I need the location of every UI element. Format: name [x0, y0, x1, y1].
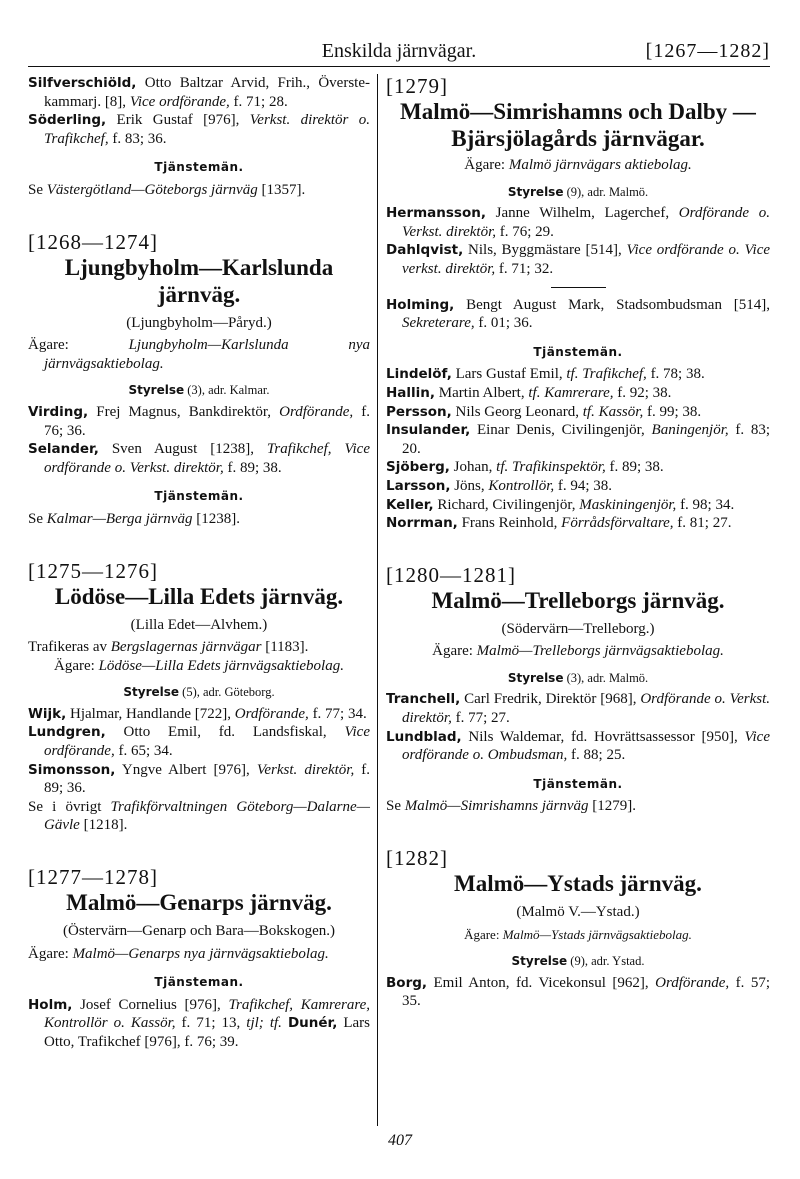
- right-column: [386, 74, 770, 1011]
- route-subtitle: (Lilla Edet—Alvhem.): [130, 616, 268, 633]
- railway-title: Ljungbyholm—Karlslunda järnväg.: [64, 254, 334, 307]
- entry-norrman: Norrman, Frans Reinhold, Förrådsförvaltare, f. 81; 27.: [386, 515, 732, 532]
- entry-soderling: Söderling, Erik Gustaf [976], Verkst. direktör o. Trafikchef, f. 83; 36.: [28, 112, 371, 147]
- entry-larsson: Larsson, Jöns, Kontrollör, f. 94; 38.: [386, 477, 613, 494]
- board-heading: Styrelse (5), adr. Göteborg.: [123, 685, 275, 700]
- board-heading: Styrelse (3), adr. Kalmar.: [128, 383, 270, 398]
- railway-title: Malmö—Genarps järnväg.: [66, 890, 332, 916]
- owner-line: Ägare: Malmö—Genarps nya järnvägsaktiebolag.: [28, 945, 329, 962]
- entry-tranchell: Tranchell, Carl Fredrik, Direktör [968], Ordförande o. Verkst. direktör, f. 77; 27.: [386, 691, 770, 727]
- entry-dahlqvist: Dahlqvist, Nils, Byggmästare [514], Vice ordförande o. Vice verkst. direktör, f. 71; 32.: [386, 242, 771, 277]
- route-subtitle: (Östervärn—Genarp och Bara—Bokskogen.): [63, 923, 335, 940]
- entry-number: [1277—1278]: [28, 865, 158, 890]
- owner-line: Ägare: Lödöse—Lilla Edets järnvägsaktiebolag.: [54, 657, 344, 674]
- see-reference: Se Malmö—Simrishamns järnväg [1279].: [386, 798, 637, 815]
- route-subtitle: (Malmö V.—Ystad.): [516, 904, 640, 921]
- entry-hermansson: Hermansson, Janne Wilhelm, Lagerchef, Ordförande o. Verkst. direktör, f. 76; 29.: [386, 205, 770, 240]
- entry-simonsson: Simonsson, Yngve Albert [976], Verkst. direktör, f. 89; 36.: [28, 761, 371, 797]
- owner-line: Ägare: Malmö—Ystads järnvägsaktiebolag.: [464, 926, 692, 942]
- operated-by-line: Trafikeras av Bergslagernas järnvägar [1183].: [28, 639, 309, 656]
- staff-heading: Tjänstemän.: [154, 160, 244, 175]
- entry-silfverschiold: Silfverschiöld, Otto Baltzar Arvid, Frih., Överste-kammarj. [8], Vice ordförande, f. 71; 28.: [28, 75, 370, 110]
- left-column: [28, 74, 370, 1052]
- entry-number: [1268—1274]: [28, 229, 158, 254]
- entry-persson: Persson, Nils Georg Leonard, tf. Kassör, f. 99; 38.: [386, 403, 702, 420]
- see-reference: Se Kalmar—Berga järnväg [1238].: [28, 510, 240, 527]
- entry-virding: Virding, Frej Magnus, Bankdirektör, Ordförande, f. 76; 36.: [28, 403, 370, 439]
- board-heading: Styrelse (3), adr. Malmö.: [507, 670, 649, 685]
- route-subtitle: (Södervärn—Trelleborg.): [501, 620, 655, 637]
- owner-line: Ägare: Malmö—Trelleborgs järnvägsaktiebolag.: [432, 643, 724, 660]
- entry-hallin: Hallin, Martin Albert, tf. Kamrerare, f. 92; 38.: [386, 384, 672, 401]
- running-title: Enskilda järnvägar.: [321, 40, 477, 62]
- entry-range: [1267—1282]: [645, 40, 770, 62]
- entry-number: [1275—1276]: [28, 558, 158, 583]
- section-rule: [551, 287, 606, 288]
- owner-line: Ägare: Malmö järnvägars aktiebolag.: [464, 157, 692, 173]
- railway-title: Lödöse—Lilla Edets järnväg.: [54, 583, 344, 609]
- board-heading: Styrelse (9), adr. Malmö.: [507, 184, 649, 199]
- entry-lundgren: Lundgren, Otto Emil, fd. Landsfiskal, Vice ordförande, f. 65; 34.: [28, 724, 371, 760]
- staff-heading: Tjänstemän.: [533, 344, 623, 359]
- column-divider: [377, 74, 378, 1126]
- entry-selander: Selander, Sven August [1238], Trafikchef, Vice ordförande o. Verkst. direktör, f. 89; 38.: [28, 441, 370, 476]
- entry-holming: Holming, Bengt August Mark, Stadsombudsman [514], Sekreterare, f. 01; 36.: [386, 296, 770, 332]
- entry-keller: Keller, Richard, Civilingenjör, Maskiningenjör, f. 98; 34.: [386, 496, 735, 513]
- owner-line: Ägare: Ljungbyholm—Karlslunda nya järnvägsaktiebolag.: [28, 337, 370, 372]
- entry-number: [1282]: [386, 846, 448, 871]
- staff-heading: Tjänsteman.: [154, 975, 244, 990]
- entry-insulander: Insulander, Einar Denis, Civilingenjör, Baningenjör, f. 83; 20.: [386, 422, 771, 457]
- route-subtitle: (Ljungbyholm—Påryd.): [126, 314, 272, 331]
- entry-borg: Borg, Emil Anton, fd. Vicekonsul [962], Ordförande, f. 57; 35.: [386, 974, 771, 1010]
- staff-heading: Tjänstemän.: [533, 776, 623, 791]
- header-rule: [28, 66, 770, 67]
- entry-number: [1279]: [386, 74, 448, 98]
- railway-title: Malmö—Ystads järnväg.: [454, 871, 702, 897]
- entry-lindelof: Lindelöf, Lars Gustaf Emil, tf. Trafikchef, f. 78; 38.: [386, 366, 705, 383]
- railway-title: Malmö—Trelleborgs järnväg.: [431, 587, 725, 613]
- see-reference: Se i övrigt Trafikförvaltningen Göteborg—Dalarne—Gävle [1218].: [28, 798, 371, 834]
- entry-wijk: Wijk, Hjalmar, Handlande [722], Ordförande, f. 77; 34.: [28, 705, 367, 722]
- railway-title: Malmö—Simrishamns och Dalby —Bjärsjölagårds järnvägar.: [400, 99, 756, 151]
- staff-heading: Tjänstemän.: [154, 489, 244, 504]
- board-heading: Styrelse (9), adr. Ystad.: [511, 954, 645, 969]
- page-header: [28, 40, 770, 66]
- entry-lundblad: Lundblad, Nils Waldemar, fd. Hovrättsassessor [950], Vice ordförande o. Ombudsman, f. 88; 25.: [386, 728, 770, 764]
- entry-number: [1280—1281]: [386, 562, 516, 587]
- page-number: 407: [388, 1132, 412, 1149]
- entry-sjoberg: Sjöberg, Johan, tf. Trafikinspektör, f. 89; 38.: [386, 459, 664, 476]
- entry-holm: Holm, Josef Cornelius [976], Trafikchef, Kamrerare, Kontrollör o. Kassör, f. 71; 13, tjl; tf. Dunér, Lars Otto, Trafikchef [976], f. 76; 39.: [28, 996, 371, 1050]
- see-reference: Se Västergötland—Göteborgs järnväg [1357].: [28, 181, 306, 198]
